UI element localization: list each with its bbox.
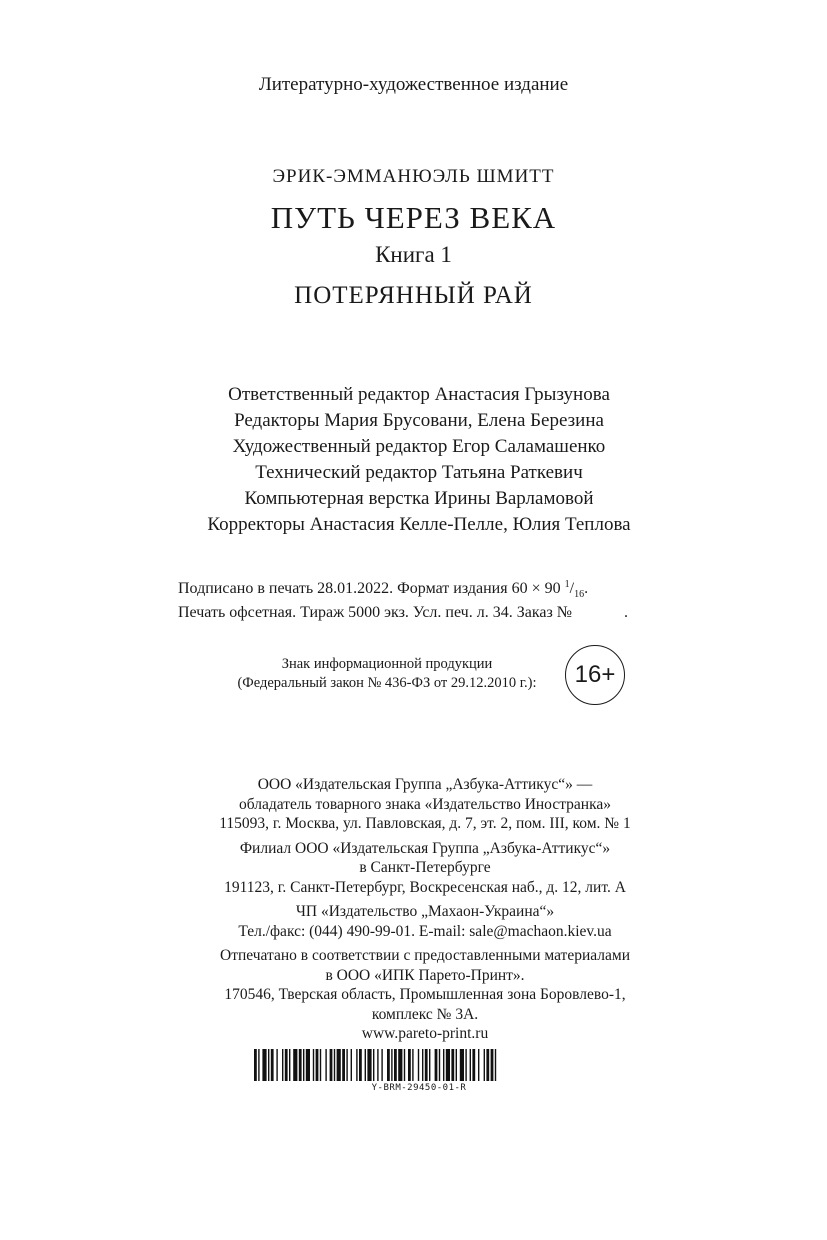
credit-line: Корректоры Анастасия Келле-Пелле, Юлия Теплова [207,514,631,535]
book-number: Книга 1 [375,242,452,267]
credit-line: Ответственный редактор Анастасия Грызунова [228,384,610,405]
credit-line: Компьютерная верстка Ирины Варламовой [244,488,594,509]
author-name: ЭРИК-ЭММАНЮЭЛЬ ШМИТТ [272,166,555,187]
credit-line: Редакторы Мария Брусовани, Елена Березина [234,410,604,431]
age-rating-badge: 16+ [565,645,625,705]
publisher-block: ООО «Издательская Группа „Азбука-Аттикус“» — обладатель товарного знака «Издательство Иностранка» 115093, г. Москва, ул. Павловская, д. 7, эт. 2, пом. III, ком. № 1 [219,776,631,832]
barcode-number: Y-BRM-29450-01-R [371,1083,467,1093]
branch-block: Филиал ООО «Издательская Группа „Азбука-Аттикус“» в Санкт-Петербурге 191123, г. Санкт-Петербург, Воскресенская наб., д. 12, лит. А [224,839,626,896]
book-subtitle: ПОТЕРЯННЫЙ РАЙ [294,282,533,309]
barcode [254,1049,584,1081]
book-title: ПУТЬ ЧЕРЕЗ ВЕКА [270,200,557,235]
ukraine-publisher-block: ЧП «Издательство „Махаон-Украина“» Тел./факс: (044) 490-99-01. E-mail: sale@machaon.kiev.ua [238,903,612,940]
imprint [0,775,827,1049]
age-rating-text: Знак информационной продукции (Федеральный закон № 436-ФЗ от 29.12.2010 г.): [237,656,537,691]
printer-block: Отпечатано в соответствии с предоставленными материалами в ООО «ИПК Парето-Принт». 170546, Тверская область, Промышленная зона Боровлево-1, комплекс № 3А. www.pareto-print.ru [220,947,630,1042]
print-info-line-1: Подписано в печать 28.01.2022. Формат издания 60 × 90 $^1/_{16}$. [178,579,589,600]
print-info-line-2: Печать офсетная. Тираж 5000 экз. Усл. печ. л. 34. Заказ № . [178,604,629,621]
credits-list [0,382,827,538]
print-info [178,578,628,624]
credit-line: Технический редактор Татьяна Раткевич [255,462,583,483]
edition-type: Литературно-художественное издание [258,74,569,95]
credit-line: Художественный редактор Егор Саламашенко [232,436,606,457]
